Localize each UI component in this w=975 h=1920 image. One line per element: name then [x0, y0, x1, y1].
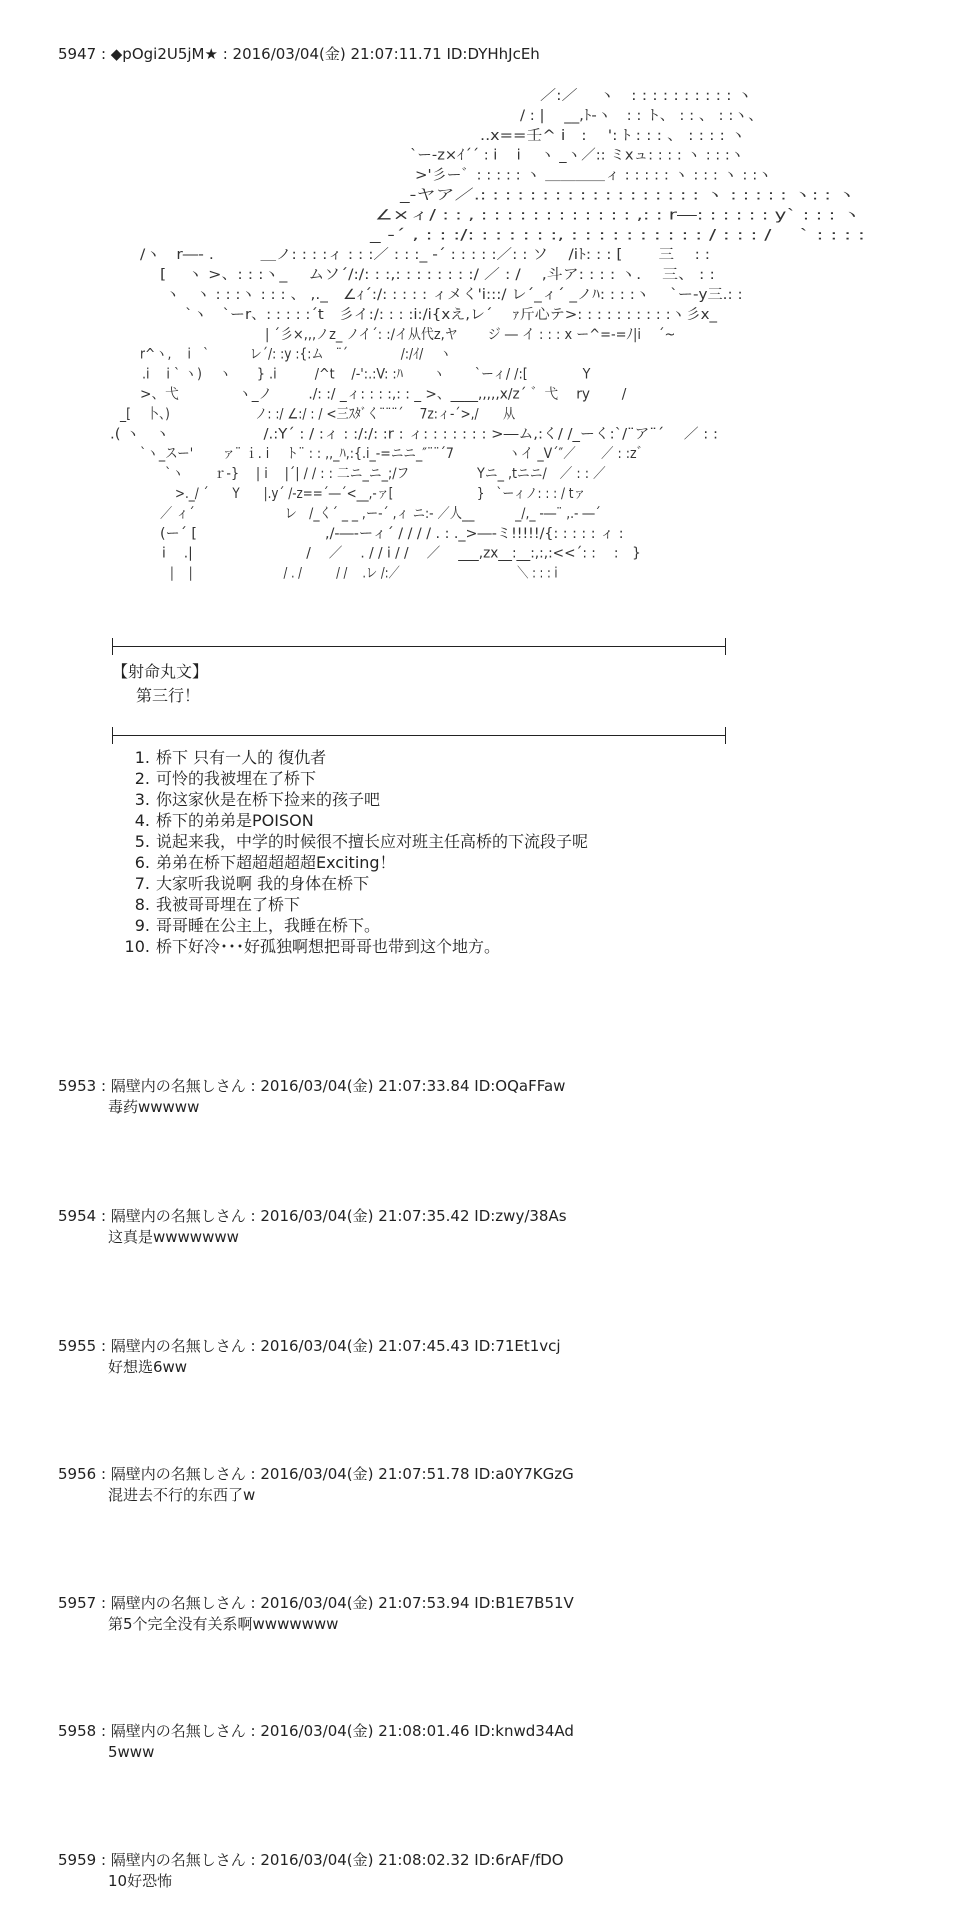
choice-item — [112, 936, 588, 957]
choice-item — [112, 810, 588, 831]
choice-text: 桥下的弟弟是POISON — [156, 811, 314, 830]
ascii-art-line: .i i ` ヽ) ヽ } .i /^t /‐':.:V: :ﾊ ヽ `ーィ/ /:[ Y — [142, 366, 591, 383]
choice-text: 我被哥哥埋在了桥下 — [156, 895, 301, 914]
ascii-art-line: _[ 卜、) ノ: :/ ∠:/ : / <三ｽﾀﾞく¨¨¨´ 7z:ィ‐´>,/ 从 — [120, 406, 575, 423]
post-header: 5958 : 隔壁内の名無しさん : 2016/03/04(金) 21:08:01.46 ID:knwd34Ad — [58, 1722, 574, 1740]
ascii-art-line: i .| / ／ . / / i / / ／ ___,zx__:__:,:,:<<´: : : } — [162, 545, 641, 562]
ascii-art-line: ..x==壬^ i : ': ﾄ : : : 、 : : : : ヽ — [480, 127, 746, 144]
choice-number: 9. — [134, 916, 150, 935]
ascii-art-line: ／ ィ´ レ /_く´ _ _ ,ー-´ ,ィ ニ:‐ ／人__ _/,_ -―¨ ,.- ―´ — [160, 505, 601, 522]
post-body: 毒药wwwww — [108, 1098, 200, 1116]
choice-number: 4. — [134, 811, 150, 830]
divider-top — [113, 646, 725, 647]
divider-tick-right — [725, 727, 726, 744]
choice-text: 桥下好冷･･･好孤独啊想把哥哥也带到这个地方。 — [156, 937, 501, 956]
post-body: 第5个完全没有关系啊wwwwwww — [108, 1615, 339, 1633]
ascii-art-line: `ー-z×ｲ´´ : i i ヽ _ヽ／:: ミxュ: : : : ヽ : : :ヽ — [410, 147, 745, 164]
choice-item — [112, 873, 588, 894]
divider-tick-left — [112, 727, 113, 744]
post-header: 5956 : 隔壁内の名無しさん : 2016/03/04(金) 21:07:51.78 ID:a0Y7KGzG — [58, 1465, 574, 1483]
choice-item — [112, 768, 588, 789]
ascii-art-line: .( ヽ ヽ /.:Y´ : / :ィ : :/:/: :r : ィ: : : : : : : >―ム,:く/ /_ーく:`/¨ア¨´ ／ : : — [110, 426, 718, 443]
ascii-art-line: ヽ ヽ : : :ヽ : : : 、 ,._ ∠ｨ´:/: : : : : ィメく'i:::/ レ´_ィ´ _ノﾊ: : : :ヽ `ー-y三.: : — [165, 287, 743, 303]
choice-number: 8. — [134, 895, 150, 914]
ascii-art-line: >、弋 ヽ_ノ ./: :/ _ィ: : : :,: : _ >、____,,,,,x/z´ ゛弋 ry / — [140, 386, 627, 403]
post-body: 这真是wwwwwww — [108, 1228, 239, 1246]
post-header: 5957 : 隔壁内の名無しさん : 2016/03/04(金) 21:07:53.94 ID:B1E7B51V — [58, 1594, 574, 1612]
choice-item — [112, 894, 588, 915]
choice-number: 5. — [134, 832, 150, 851]
choice-text: 桥下 只有一人的 復仇者 — [156, 748, 327, 767]
ascii-art-line: >'彡ー゛: : : : : ヽ ＿＿＿＿ィ : : : : : ヽ : : : ヽ : :ヽ — [415, 167, 773, 184]
ascii-art — [0, 0, 975, 660]
choice-text: 哥哥睡在公主上，我睡在桥下。 — [156, 916, 381, 935]
ascii-art-line: >._/ ´ Y |.y´ /‐z==´―´<__,-ァ[ } `ーィノ: : : / tァ — [175, 486, 586, 502]
choice-number: 3. — [134, 790, 150, 809]
ascii-art-line: / : | __,ﾄ‐ヽ : : ト、 : : 、 : :ヽ、 — [520, 107, 764, 124]
choice-number: 6. — [134, 853, 150, 872]
post-header: 5954 : 隔壁内の名無しさん : 2016/03/04(金) 21:07:35.42 ID:zwy/38As — [58, 1207, 567, 1225]
divider-tick-left — [112, 638, 113, 655]
choice-text: 可怜的我被埋在了桥下 — [156, 769, 317, 788]
choice-text: 说起来我，中学的时候很不擅长应对班主任高桥的下流段子呢 — [156, 832, 589, 851]
choice-item — [112, 831, 588, 852]
post-header: 5955 : 隔壁内の名無しさん : 2016/03/04(金) 21:07:45.43 ID:71Et1vcj — [58, 1337, 561, 1355]
choice-number: 2. — [134, 769, 150, 788]
ascii-art-line: ／:／ ヽ : : : : : : : : : : ヽ — [540, 88, 753, 104]
post-body: 好想选6ww — [108, 1358, 188, 1376]
speaker-line: 第三行！ — [136, 686, 201, 705]
choice-item — [112, 789, 588, 810]
choice-number: 1. — [134, 748, 150, 767]
choice-list — [112, 747, 588, 957]
ascii-art-line: `ヽ ｒ‐} | i |´| / / : : 二ニ_ニ_;/フ Yニ_ ,tニニ/ ／ : : ／ — [165, 466, 606, 483]
ascii-art-line: _-ヤア／.: : : : : : : : : : : : : : : : : : ヽ : : : : : ヽ: : ヽ — [398, 187, 856, 204]
ascii-art-line: _ -´ , : : :/: : : : : : :, : : : : : : : : : : / : : : / ` : : : : — [368, 227, 865, 244]
post-body: 10好恐怖 — [108, 1872, 173, 1890]
ascii-art-line: | | / . / / / .レ /:／ ＼ : : : i — [170, 565, 558, 582]
ascii-art-line: `ヽ `ーr、: : : : :´t 彡イ:/: : : :i:/i{xえ,レ´ ｧ斤心テ>: : : : : : : : : :ヽ彡x_ — [185, 306, 719, 323]
post-header: 5959 : 隔壁内の名無しさん : 2016/03/04(金) 21:08:02.32 ID:6rAF/fDO — [58, 1851, 564, 1869]
ascii-art-line: [ ヽ >、: : :ヽ_ ムソ´/:/: : :,: : : : : : : :/ ／ : / ,斗ア: : : : ヽ. 三、 : : — [160, 267, 649, 284]
choice-number: 7. — [134, 874, 150, 893]
divider-tick-right — [725, 638, 726, 655]
ascii-art-line: (ー´ [ ,/‐―‐ーィ´ / / / / . : ._>―-ミ!!!!!/{: : : : : ィ : — [160, 525, 624, 542]
ascii-art-line: `ヽ_スー' ァ¨ ｉ. i ト¨ : : ,,_ﾊ,:{.i_-=ニニ_″¨¨´7 ヽイ _V´″／ ／ : :z゛ — [140, 446, 650, 463]
ascii-art-line: r^ヽ, i ` レ´/: :y :{:ム ¨´ /:/ｲ/ ヽ — [140, 346, 452, 363]
ascii-art-line: ∠×ィ/ : : , : : : : : : : : : : : : ,: : r―: : : : : : y` : : : ヽ — [375, 207, 862, 224]
choice-text: 大家听我说啊 我的身体在桥下 — [156, 874, 370, 893]
title-block — [112, 660, 208, 708]
post-body: 5www — [108, 1743, 155, 1761]
ascii-art-line: /ヽ r―- . ＿ノ: : : :ィ : : :／ : : :_ -´ : : : : :／: : ソ /iﾄ: : : [ 三 : : — [140, 247, 710, 264]
choice-text: 你这家伙是在桥下捡来的孩子吧 — [156, 790, 381, 809]
post-header: 5953 : 隔壁内の名無しさん : 2016/03/04(金) 21:07:33.84 ID:OQaFFaw — [58, 1077, 566, 1095]
ascii-art-line: | ´彡×,,,ノz_ ノイ´: :/イ从代z,ヤ ジ ― イ : : : x ー^=‐=ﾉ|i ´~ — [265, 326, 676, 343]
choice-item — [112, 915, 588, 936]
post-header-5947: 5947 : ◆pOgi2U5jM★ : 2016/03/04(金) 21:07:11.71 ID:DYHhJcEh — [58, 45, 540, 63]
speaker-name: 【射命丸文】 — [112, 662, 209, 681]
choice-number: 10. — [124, 937, 150, 956]
choice-text: 弟弟在桥下超超超超超Exciting！ — [156, 853, 396, 872]
post-body: 混进去不行的东西了w — [108, 1486, 256, 1504]
choice-item — [112, 747, 588, 768]
divider-bottom — [113, 735, 725, 736]
choice-item — [112, 852, 588, 873]
